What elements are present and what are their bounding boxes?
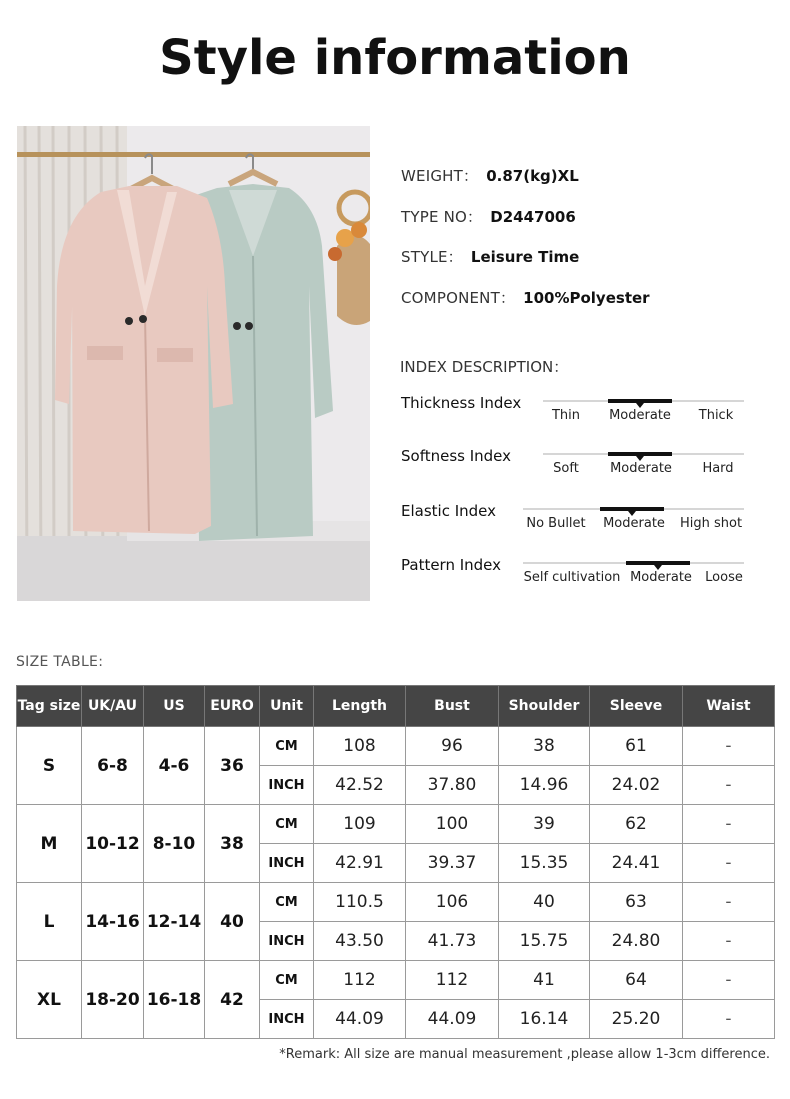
spec-component-value: 100%Polyester [523, 289, 650, 307]
header-unit: Unit [260, 686, 314, 727]
cell-unit: INCH [260, 1000, 314, 1039]
index-scale [523, 556, 744, 592]
cell-tag-size: XL [17, 961, 82, 1039]
scale-label: Thin [551, 408, 581, 423]
size-table [16, 685, 775, 1039]
page-title: Style information [159, 30, 631, 86]
spec-component [401, 287, 650, 308]
cell-uk-au: 6-8 [82, 727, 144, 805]
index-description-heading: INDEX DESCRIPTION： [400, 358, 569, 376]
cell-euro: 36 [205, 727, 260, 805]
cell-shoulder: 14.96 [499, 766, 590, 805]
cell-waist: - [683, 883, 775, 922]
index-name: Softness Index [401, 447, 512, 465]
index-row-pattern [0, 556, 790, 596]
cell-unit: CM [260, 883, 314, 922]
header-uk-au: UK/AU [82, 686, 144, 727]
cell-euro: 42 [205, 961, 260, 1039]
spec-weight-value: 0.87(kg)XL [486, 167, 579, 185]
index-name: Elastic Index [401, 502, 497, 520]
cell-unit: INCH [260, 766, 314, 805]
scale-label: Moderate [603, 516, 665, 531]
cell-shoulder: 16.14 [499, 1000, 590, 1039]
scale-label: Hard [702, 461, 734, 476]
cell-waist: - [683, 805, 775, 844]
cell-sleeve: 25.20 [590, 1000, 683, 1039]
cell-shoulder: 39 [499, 805, 590, 844]
index-scale [543, 447, 744, 483]
cell-bust: 37.80 [406, 766, 499, 805]
cell-unit: CM [260, 727, 314, 766]
table-row [17, 883, 775, 922]
scale-label: Thick [698, 408, 734, 423]
cell-shoulder: 15.35 [499, 844, 590, 883]
table-row [17, 805, 775, 844]
cell-length: 42.52 [314, 766, 406, 805]
spec-type-no-key: TYPE NO： [401, 208, 483, 226]
cell-uk-au: 10-12 [82, 805, 144, 883]
index-row-elastic [0, 502, 790, 542]
index-row-softness [0, 447, 790, 487]
cell-sleeve: 64 [590, 961, 683, 1000]
scale-label: No Bullet [526, 516, 586, 531]
scale-label: Moderate [609, 408, 671, 423]
scale-label: Loose [705, 570, 743, 585]
remark-note: *Remark: All size are manual measurement ,please allow 1-3cm difference. [279, 1047, 770, 1062]
table-row [17, 727, 775, 766]
header-length: Length [314, 686, 406, 727]
table-row [17, 961, 775, 1000]
index-name: Pattern Index [401, 556, 502, 574]
header-bust: Bust [406, 686, 499, 727]
cell-us: 12-14 [144, 883, 205, 961]
cell-waist: - [683, 961, 775, 1000]
cell-uk-au: 18-20 [82, 961, 144, 1039]
cell-tag-size: S [17, 727, 82, 805]
scale-label: High shot [679, 516, 743, 531]
spec-weight-key: WEIGHT： [401, 167, 479, 185]
cell-length: 44.09 [314, 1000, 406, 1039]
cell-bust: 41.73 [406, 922, 499, 961]
scale-label: Soft [553, 461, 579, 476]
cell-shoulder: 40 [499, 883, 590, 922]
cell-us: 8-10 [144, 805, 205, 883]
header-sleeve: Sleeve [590, 686, 683, 727]
spec-style [401, 246, 579, 267]
spec-style-value: Leisure Time [470, 248, 580, 266]
index-row-thickness [0, 394, 790, 434]
header-tag-size: Tag size [17, 686, 82, 727]
cell-unit: CM [260, 961, 314, 1000]
spec-style-key: STYLE： [401, 248, 463, 266]
cell-waist: - [683, 766, 775, 805]
index-scale [523, 502, 744, 538]
index-name: Thickness Index [401, 394, 522, 412]
header-waist: Waist [683, 686, 775, 727]
scale-label: Moderate [630, 570, 692, 585]
cell-sleeve: 62 [590, 805, 683, 844]
scale-label: Moderate [610, 461, 672, 476]
cell-euro: 40 [205, 883, 260, 961]
cell-sleeve: 24.02 [590, 766, 683, 805]
cell-sleeve: 24.80 [590, 922, 683, 961]
cell-uk-au: 14-16 [82, 883, 144, 961]
cell-waist: - [683, 922, 775, 961]
cell-unit: INCH [260, 844, 314, 883]
cell-bust: 96 [406, 727, 499, 766]
spec-type-no-value: D2447006 [490, 208, 576, 226]
cell-unit: CM [260, 805, 314, 844]
cell-bust: 106 [406, 883, 499, 922]
cell-tag-size: L [17, 883, 82, 961]
cell-length: 42.91 [314, 844, 406, 883]
cell-length: 109 [314, 805, 406, 844]
cell-bust: 44.09 [406, 1000, 499, 1039]
spec-type-no [401, 206, 576, 227]
cell-length: 112 [314, 961, 406, 1000]
cell-shoulder: 41 [499, 961, 590, 1000]
cell-waist: - [683, 1000, 775, 1039]
cell-sleeve: 24.41 [590, 844, 683, 883]
header-us: US [144, 686, 205, 727]
header-shoulder: Shoulder [499, 686, 590, 727]
cell-us: 16-18 [144, 961, 205, 1039]
cell-unit: INCH [260, 922, 314, 961]
cell-bust: 39.37 [406, 844, 499, 883]
spec-weight [401, 165, 579, 186]
cell-waist: - [683, 727, 775, 766]
index-scale [543, 394, 744, 430]
header-euro: EURO [205, 686, 260, 727]
cell-sleeve: 63 [590, 883, 683, 922]
cell-euro: 38 [205, 805, 260, 883]
cell-length: 108 [314, 727, 406, 766]
scale-label: Self cultivation [523, 570, 621, 585]
cell-us: 4-6 [144, 727, 205, 805]
size-table-header-row [17, 686, 775, 727]
cell-waist: - [683, 844, 775, 883]
cell-tag-size: M [17, 805, 82, 883]
cell-length: 43.50 [314, 922, 406, 961]
spec-component-key: COMPONENT： [401, 289, 516, 307]
cell-shoulder: 38 [499, 727, 590, 766]
cell-bust: 100 [406, 805, 499, 844]
cell-length: 110.5 [314, 883, 406, 922]
cell-shoulder: 15.75 [499, 922, 590, 961]
size-table-label: SIZE TABLE: [16, 654, 104, 670]
cell-bust: 112 [406, 961, 499, 1000]
cell-sleeve: 61 [590, 727, 683, 766]
